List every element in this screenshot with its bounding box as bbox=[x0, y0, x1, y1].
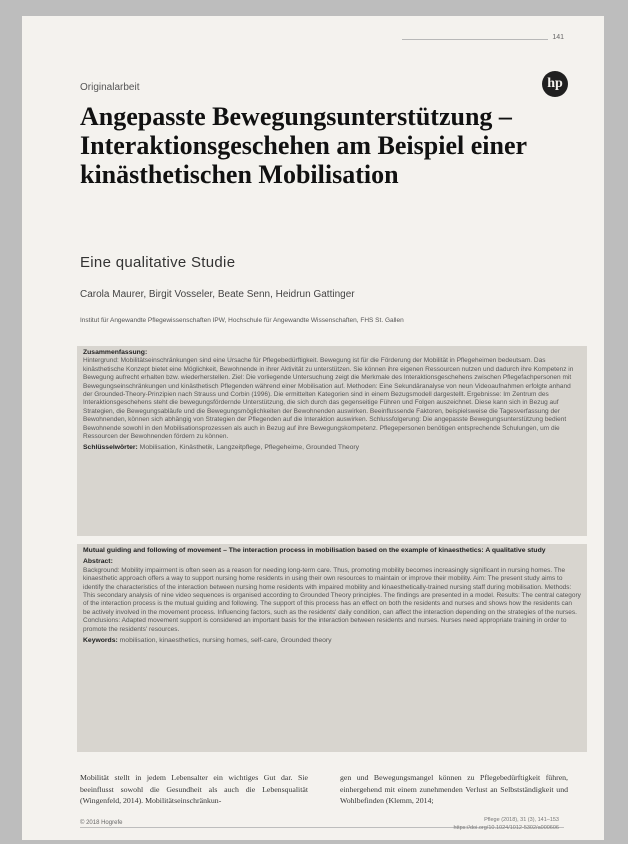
abstract-english-text: Background: Mobility impairment is often seen as a reason for needing long-term care. Thus, promoting mobility becomes increasingly significant in nursing homes. The kinaesthetic approach offers a way to support nursing home residents in using their own resources to maintain or improve their mobility. Aim: The present study aims to identify the characteristics of the interaction between nursing home residents with impaired mobility and kinaesthetically-trained nursing staff during mobilisation. Methods: This secondary analysis of nine video sequences is organised according to Grounded Theory principles. The findings are presented in a model. Results: The central category of the interaction process is the mutual guiding and following. The support of this process has an effect on both the residents and nurses and shows how the residents can be actively involved in the movement process. Influencing factors, such as the residents' daily condition, can affect the interaction depending on the strategies of the nurses. Conclusions: Adapted movement support is considered an important basis for the interaction between residents and nurses. Nurses need appropriate training in order to promote the residents' resources. bbox=[83, 566, 581, 633]
footer-doi[interactable]: https://doi.org/10.1024/1012-5302/a000606 bbox=[453, 825, 559, 831]
abstract-english-heading: Abstract: bbox=[83, 558, 113, 566]
article-category: Originalarbeit bbox=[80, 82, 140, 93]
article-subtitle: Eine qualitative Studie bbox=[80, 254, 236, 271]
body-column-right: gen und Bewegungsmangel können zu Pflegebedürftigkeit führen, einhergehend mit einem zunehmenden Verlust an Selbstständigkeit und Wohlbefinden (Klemm, 2014; bbox=[340, 773, 568, 805]
footer-copyright: © 2018 Hogrefe bbox=[80, 820, 123, 826]
journal-page bbox=[22, 16, 604, 840]
keywords-english bbox=[83, 637, 581, 645]
abstract-german-heading: Zusammenfassung: bbox=[83, 349, 148, 356]
affiliation: Institut für Angewandte Pflegewissenschaften IPW, Hochschule für Angewandte Wissenschaften, FHS St. Gallen bbox=[80, 317, 404, 324]
abstract-german-text: Hintergrund: Mobilitätseinschränkungen sind eine Ursache für Pflegebedürftigkeit. Bewegung ist für die Förderung der Mobilität in Pflegeheimen bedeutsam. Das kinästhetische Konzept bietet eine Möglichkeit, Bewohnende in ihrer Aktivität zu unterstützen. Sie können ihre eigenen Ressourcen nutzen und dadurch ihre Kompetenz in Bewegung aufrecht erhalten bzw. wiederherstellen. Ziel: Die vorliegende Untersuchung zeigt die Merkmale des Interaktionsgeschehens zwischen Pflegefachpersonen mit Bewegungseinschränkungen und kinästhetisch Pflegenden während einer Mobilisation auf. Methoden: Eine Sekundäranalyse von neun Videoaufnahmen erfolgte anhand der Grounded-Theory-Prinzipien nach Strauss und Corbin (1996). Die ermittelten Kategorien sind in einem Bezugsmodell dargestellt. Ergebnisse: Im Zentrum des Interaktionsgeschehens steht die bewegungsfördernde Unterstützung, die sich durch das gegenseitige Führen und Folgen auszeichnet. Diese kann sich in Bezug auf Strategien, die Bewegungsabläufe und die Bewegungsmöglichkeiten der Bewohnenden auswirken. Beeinflussende Faktoren, beispielsweise die Tagesverfassung der Bewohnenden, können sich abhängig von Strategien der Pflegenden auf die Interaktion auswirken. Schlussfolgerung: Die angepasste Bewegungsunterstützung bedient Bewohnende sowohl in den Mobilisationsprozessen als auch in Bezug auf ihre Bewegungskompetenz. Pflegepersonen benötigen entsprechende Schulungen, um die Ressourcen der Bewohnenden fördern zu können. bbox=[83, 357, 574, 441]
page-number: 141 bbox=[552, 34, 564, 41]
english-title: Mutual guiding and following of movement – The interaction process in mobilisation based on the example of kinaesthetics: A qualitative study bbox=[83, 547, 546, 554]
footer-journal: Pflege (2018), 31 (3), 141–153 bbox=[484, 817, 559, 823]
author-list: Carola Maurer, Birgit Vosseler, Beate Senn, Heidrun Gattinger bbox=[80, 289, 355, 300]
keywords-english-values: mobilisation, kinaesthetics, nursing homes, self-care, Grounded theory bbox=[119, 637, 332, 645]
keywords-german-label: Schlüsselwörter: bbox=[83, 444, 138, 452]
publisher-logo: hp bbox=[542, 71, 568, 97]
keywords-english-label: Keywords: bbox=[83, 637, 118, 645]
abstract-english bbox=[77, 544, 587, 752]
keywords-german bbox=[83, 444, 581, 452]
body-column-left: Mobilität stellt in jedem Lebensalter ein wichtiges Gut dar. Sie beeinflusst sowohl die Gesundheit als auch die Lebensqualität (Wingenfeld, 2014). Mobilitätseinschränkun- bbox=[80, 773, 308, 805]
keywords-german-values: Mobilisation, Kinästhetik, Langzeitpflege, Pflegeheime, Grounded Theory bbox=[139, 444, 360, 452]
abstract-german bbox=[77, 346, 587, 536]
article-title: Angepasste Bewegungsunterstützung – Interaktionsgeschehen am Beispiel einer kinästhetischen Mobilisation bbox=[80, 102, 527, 189]
footer-citation bbox=[453, 816, 559, 832]
header-rule bbox=[402, 39, 548, 40]
